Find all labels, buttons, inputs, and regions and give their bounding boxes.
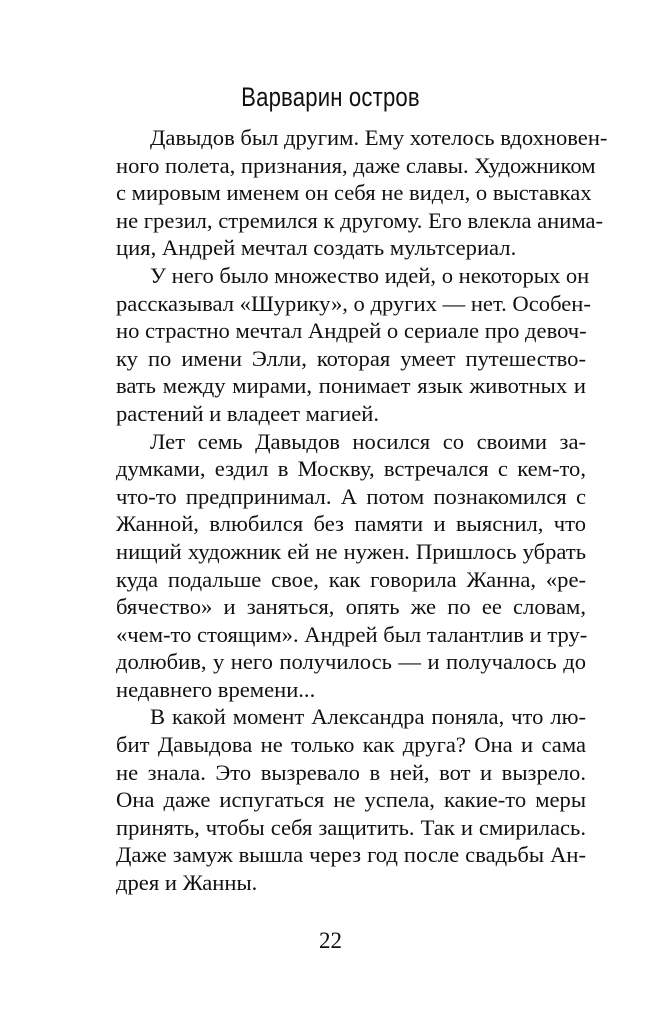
text-line: Лет семь Давыдов носился со своими за- <box>150 428 586 454</box>
text-line: дрея и Жанны. <box>116 870 258 896</box>
text-line: ного полета, признания, даже славы. Художником <box>116 152 596 178</box>
text-line: Даже замуж вышла через год после свадьбы Ан- <box>116 842 586 868</box>
text-line: принять, чтобы себя защитить. Так и смирилась. <box>116 814 586 840</box>
paragraph <box>116 124 608 262</box>
text-line: не грезил, стремился к другому. Его влекла анима- <box>116 207 604 233</box>
text-line: бячество» и заняться, опять же по ее словам, <box>116 594 586 620</box>
text-line: долюбив, у него получилось — и получалось до <box>116 649 586 675</box>
paragraph <box>116 262 591 428</box>
text-line: но страстно мечтал Андрей о сериале про девоч- <box>116 318 587 344</box>
text-line: куда подальше свое, как говорила Жанна, «ре- <box>116 566 586 592</box>
text-line: нищий художник ей не нужен. Пришлось убрать <box>116 538 586 564</box>
text-line: Давыдов был другим. Ему хотелось вдохновен- <box>150 125 608 150</box>
text-line: ция, Андрей мечтал создать мультсериал. <box>116 235 517 261</box>
text-line: Она даже испугаться не успела, какие-то меры <box>116 787 586 813</box>
text-line: ку по имени Элли, которая умеет путешество- <box>116 345 586 371</box>
text-line: растений и владеет магией. <box>116 400 379 426</box>
text-line: не знала. Это вызревало в ней, вот и вызрело. <box>116 759 586 785</box>
text-line: вать между мирами, понимает язык животных и <box>116 373 586 399</box>
body-text <box>116 124 608 897</box>
text-line: В какой момент Александра поняла, что лю- <box>150 704 586 730</box>
text-line: У него было множество идей, о некоторых он <box>150 262 590 288</box>
paragraph <box>116 703 586 896</box>
page-number: 22 <box>319 928 342 953</box>
text-line: недавнего времени... <box>116 676 316 702</box>
text-line: рассказывал «Шурику», о других — нет. Особен- <box>116 290 591 316</box>
text-line: думками, ездил в Москву, встречался с кем-то, <box>116 456 586 482</box>
text-line: «чем-то стоящим». Андрей был талантлив и тру- <box>116 621 588 647</box>
running-header: Варварин остров <box>241 82 420 112</box>
text-line: с мировым именем он себя не видел, о выставках <box>116 180 592 206</box>
text-line: что-то предпринимал. А потом познакомился с <box>116 483 586 509</box>
paragraph <box>116 428 586 704</box>
text-line: Жанной, влюбился без памяти и выяснил, что <box>116 511 586 537</box>
text-line: бит Давыдова не только как друга? Она и сама <box>116 732 586 758</box>
